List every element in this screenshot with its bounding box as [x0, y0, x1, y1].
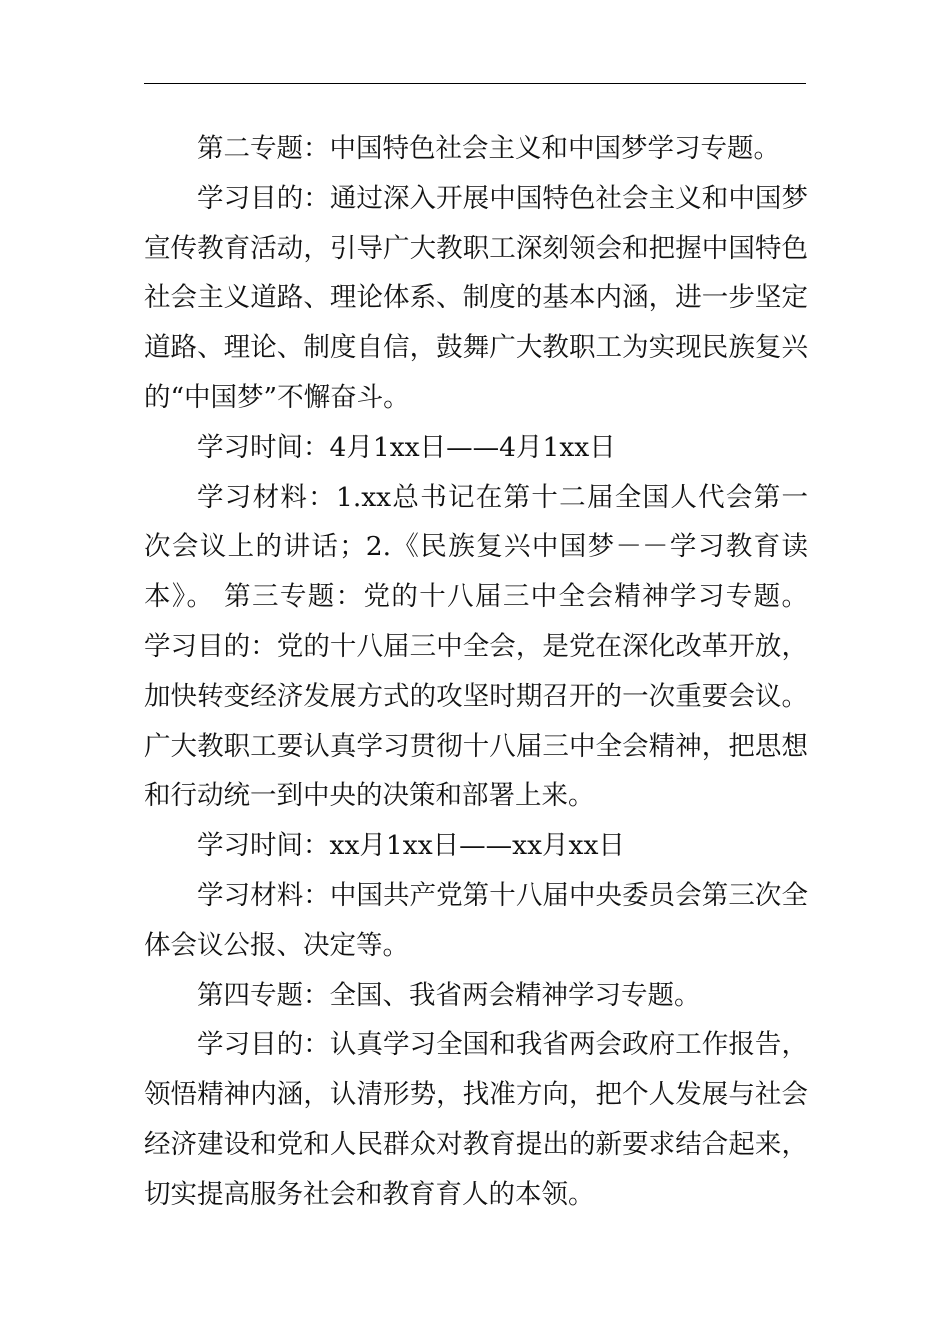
- paragraph-topic-two-purpose: 学习目的：通过深入开展中国特色社会主义和中国梦宣传教育活动，引导广大教职工深刻领会和把握中国特色社会主义道路、理论体系、制度的基本内涵，进一步坚定道路、理论、制度自信，鼓舞广大教职工为实现民族复兴的“中国梦”不懈奋斗。: [144, 182, 808, 413]
- paragraph-topic-two-title: 第二专题：中国特色社会主义和中国梦学习专题。: [197, 133, 780, 164]
- paragraph-topic-three-materials: 学习材料：中国共产党第十八届中央委员会第三次全体会议公报、决定等。: [144, 879, 808, 961]
- paragraph-topic-two-materials: 学习材料：1.xx总书记在第十二届全国人代会第一次会议上的讲话；2.《民族复兴中国梦－－学习教育读本》。 第三专题：党的十八届三中全会精神学习专题。 学习目的：党的十八届三中全会，是党在深化改革开放，加快转变经济发展方式的攻坚时期召开的一次重要会议。广大教职工要认真学习贯彻十八届三中全会精神，把思想和行动统一到中央的决策和部署上来。: [144, 481, 808, 812]
- paragraph-topic-four-purpose: 学习目的：认真学习全国和我省两会政府工作报告，领悟精神内涵，认清形势，找准方向，把个人发展与社会经济建设和党和人民群众对教育提出的新要求结合起来，切实提高服务社会和教育育人的本领。: [144, 1029, 808, 1210]
- header-rule: [144, 83, 806, 84]
- document-body: [144, 124, 808, 1220]
- paragraph-topic-four-title: 第四专题：全国、我省两会精神学习专题。: [197, 979, 701, 1011]
- paragraph-topic-two-time: 学习时间：4月1xx日——4月1xx日: [197, 431, 616, 463]
- paragraph-topic-three-time: 学习时间：xx月1xx日——xx月xx日: [197, 830, 625, 862]
